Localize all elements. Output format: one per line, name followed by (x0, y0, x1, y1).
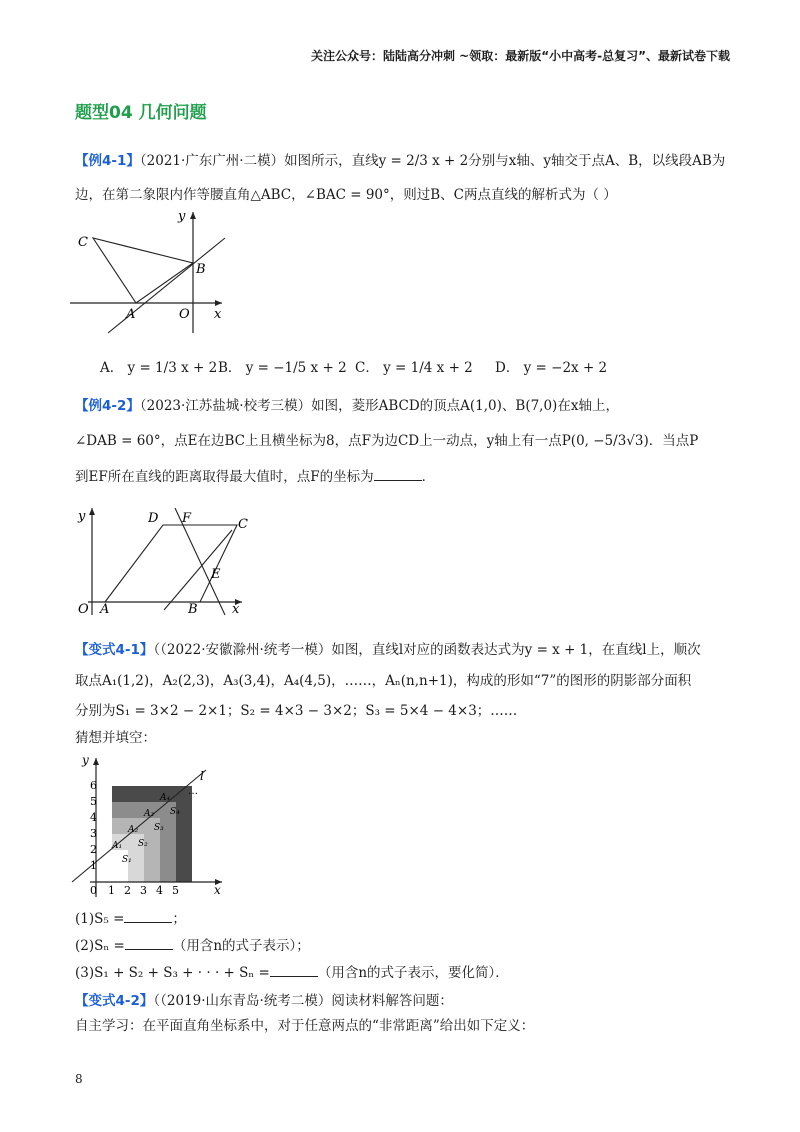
var1-line4: 猜想并填空： (75, 730, 156, 746)
var1-q1-text: (1)S₅ = (75, 911, 125, 927)
ex1-tag: 【例4-1】 (75, 153, 140, 169)
ex2-label-a: A (100, 602, 110, 617)
ex1-option-a: A． y = 1/3 x + 2 (100, 360, 218, 376)
var2-tag: 【变式4-2】 (75, 993, 154, 1009)
var1-ytick-1: 1 (90, 859, 97, 872)
var1-xtick-5: 5 (172, 884, 179, 897)
ex1-label-b: B (196, 262, 206, 277)
var1-label-s4: S₄ (170, 807, 180, 817)
ex2-text3: 到EF所在直线的距离取得最大值时，点F的坐标为 (75, 469, 374, 485)
ex1-label-x: x (214, 307, 222, 322)
ex2-line3 (75, 466, 730, 488)
page-header: 关注公众号：陆陆高分冲刺 ~领取：最新版“小中高考-总复习”、最新试卷下载 (311, 49, 730, 63)
var1-label-s2: S₂ (138, 839, 148, 849)
ex2-label-x: x (232, 602, 240, 617)
ex2-label-c: C (238, 517, 248, 532)
var1-ytick-6: 6 (90, 779, 97, 792)
ex2-label-b: B (188, 602, 198, 617)
var1-ytick-2: 2 (90, 843, 97, 856)
ex1-line1 (75, 150, 730, 172)
ex2-text3-end: ． (421, 469, 436, 485)
var1-q1-end: ； (172, 911, 186, 927)
ex1-figure (60, 208, 240, 338)
var1-label-x: x (214, 883, 221, 897)
var1-label-s1: S₁ (122, 855, 132, 865)
ex1-label-y: y (178, 209, 186, 224)
ex2-figure (70, 500, 250, 620)
var1-question-1 (75, 908, 730, 930)
var1-origin: 0 (90, 884, 97, 897)
var1-q2-end: （用含n的式子表示）； (172, 938, 310, 954)
var1-q3-end: （用含n的式子表示，要化简）． (317, 965, 509, 981)
ex1-label-c: C (78, 235, 88, 250)
ex2-label-o: O (78, 602, 89, 617)
ex2-line2: ∠DAB = 60°，点E在边BC上且横坐标为8，点F为边CD上一动点，y轴上有一点P(0, −5/3√3)．当点P (75, 433, 699, 449)
var1-q3-text: (3)S₁ + S₂ + S₃ + · · · + Sₙ = (75, 965, 270, 981)
var1-ytick-4: 4 (90, 811, 97, 824)
var1-label-a2: A₂ (128, 825, 139, 835)
ex1-text1: （2021·广东广州·二模）如图所示，直线y = 2/3 x + 2分别与x轴、y轴交于点A、B，以线段AB为 (139, 153, 726, 169)
ex2-label-e: E (211, 567, 221, 582)
var1-tag: 【变式4-1】 (75, 642, 154, 658)
var1-q2-text: (2)Sₙ = (75, 938, 125, 954)
ex1-option-b: B． y = −1/5 x + 2 (218, 360, 347, 376)
ex2-label-y: y (78, 509, 86, 524)
ex1-label-o: O (179, 307, 190, 322)
var1-label-y: y (82, 753, 89, 767)
var1-xtick-1: 1 (108, 884, 115, 897)
ex1-line2: 边，在第二象限内作等腰直角△ABC，∠BAC = 90°，则过B、C两点直线的解析式为（ ） (75, 187, 617, 203)
var1-xtick-3: 3 (140, 884, 147, 897)
var2-line2: 自主学习：在平面直角坐标系中，对于任意两点的“非常距离”给出如下定义： (75, 1018, 535, 1034)
ex2-tag: 【例4-2】 (75, 398, 140, 414)
var1-label-a4: A₄ (160, 793, 171, 803)
var1-q1-blank[interactable] (124, 910, 172, 923)
var2-line1 (75, 990, 730, 1012)
var1-line2: 取点A₁(1,2)，A₂(2,3)，A₃(3,4)，A₄(4,5)，……，Aₙ(n,n+1)，构成的形如“7”的图形的阴影部分面积 (75, 673, 692, 689)
ex2-label-d: D (148, 511, 159, 526)
var1-figure (60, 752, 235, 902)
var1-line1 (75, 639, 730, 661)
var2-text1: （（2019·山东青岛·统考二模）阅读材料解答问题： (153, 993, 453, 1009)
ex1-option-d: D． y = −2x + 2 (495, 360, 608, 376)
var1-text1: （（2022·安徽滁州·统考一模）如图，直线l对应的函数表达式为y = x + 1，在直线l上，顺次 (153, 642, 701, 658)
var1-label-l: l (200, 769, 204, 783)
ex2-text1: （2023·江苏盐城·校考三模）如图，菱形ABCD的顶点A(1,0)、B(7,0)在x轴上， (139, 398, 619, 414)
var1-label-dots: … (188, 786, 198, 797)
var1-label-a3: A₃ (144, 809, 155, 819)
var1-question-3 (75, 962, 730, 984)
var1-label-s3: S₃ (154, 823, 164, 833)
ex1-option-c: C． y = 1/4 x + 2 (355, 360, 473, 376)
section-title: 题型04 几何问题 (75, 103, 207, 123)
var1-xtick-2: 2 (124, 884, 131, 897)
ex2-line1 (75, 395, 730, 417)
var1-ytick-3: 3 (90, 827, 97, 840)
ex2-answer-blank[interactable] (374, 468, 422, 481)
var1-q2-blank[interactable] (125, 937, 173, 950)
page-number: 8 (75, 1072, 83, 1086)
ex1-label-a: A (126, 307, 136, 322)
var1-xtick-4: 4 (156, 884, 163, 897)
var1-q3-blank[interactable] (270, 964, 318, 977)
var1-line3: 分别为S₁ = 3×2 − 2×1；S₂ = 4×3 − 3×2；S₃ = 5×4 − 4×3；…… (75, 703, 518, 719)
var1-question-2 (75, 935, 730, 957)
ex2-label-f: F (182, 511, 192, 526)
var1-label-a1: A₁ (112, 841, 123, 851)
var1-ytick-5: 5 (90, 795, 97, 808)
